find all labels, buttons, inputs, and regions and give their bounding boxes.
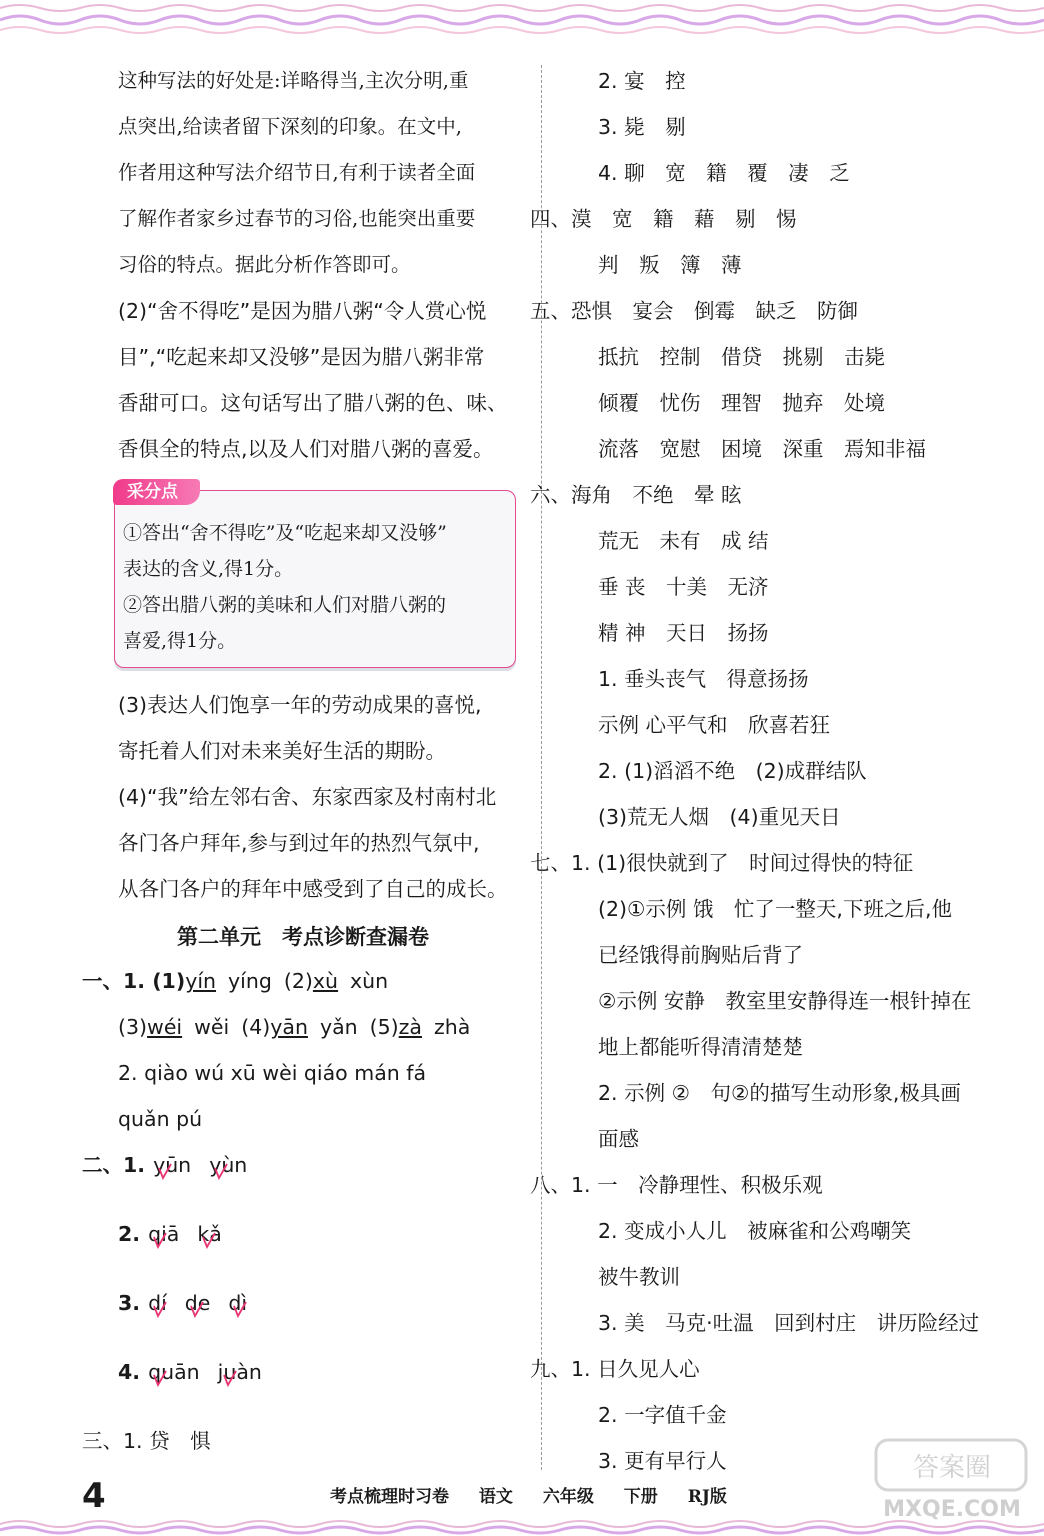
top-wave-border (0, 0, 1044, 40)
answer-line: 被牛教训 (598, 1265, 680, 1289)
answer-line: 四、漠 宽 籍 藉 剔 惕 (530, 207, 797, 231)
answer-line: (3)荒无人烟 (4)重见天日 (598, 805, 841, 829)
footer-info (330, 1482, 745, 1507)
pinyin: yùn (209, 1153, 248, 1177)
sub-number: (2) (283, 969, 313, 993)
answer-line: 面感 (598, 1127, 639, 1151)
pinyin: yíng (228, 969, 272, 993)
text-line: 习俗的特点。据此分析作答即可。 (118, 253, 411, 276)
pinyin: zhà (434, 1015, 471, 1039)
check-mark-icon (189, 1300, 205, 1318)
footer-grade: 六年级 (542, 1487, 594, 1507)
right-column (530, 58, 1006, 1484)
answer-line: 3. 毙 剔 (598, 115, 686, 139)
answer-paragraph-4 (118, 774, 518, 912)
pinyin: yín (185, 969, 217, 993)
text-line: 目”,“吃起来却又没够”是因为腊八粥非常 (118, 345, 485, 369)
pinyin-line: quǎn pú (118, 1107, 203, 1131)
sub-number: (5) (369, 1015, 399, 1039)
pinyin: juàn (217, 1360, 262, 1384)
checked-pinyin (218, 1349, 262, 1395)
check-mark-icon (152, 1369, 168, 1387)
text-line: 从各门各户的拜年中感受到了自己的成长。 (118, 877, 508, 901)
sub-number: (3) (118, 1015, 148, 1039)
pinyin: xùn (350, 969, 389, 993)
check-mark-icon (152, 1300, 168, 1318)
pinyin: yūn (153, 1153, 192, 1177)
question-number: 2. (118, 1222, 141, 1246)
checked-pinyin (209, 1142, 247, 1188)
check-mark-icon (222, 1369, 238, 1387)
pinyin: wéi (147, 1015, 183, 1039)
section-three: 三、1. 贷 惧 (82, 1429, 211, 1453)
question-number: 3. (118, 1291, 141, 1315)
check-mark-icon (157, 1162, 173, 1180)
answer-line: 垂 丧 十美 无济 (598, 575, 769, 599)
answer-line: 4. 聊 宽 籍 覆 凄 乏 (598, 161, 850, 185)
check-mark-icon (213, 1162, 229, 1180)
section-number: 二、 (82, 1153, 123, 1177)
text-line: (4)“我”给左邻右舍、东家西家及村南村北 (118, 785, 497, 809)
section-one (82, 958, 518, 1142)
sub-number: (4) (241, 1015, 271, 1039)
footer-volume: 下册 (623, 1487, 658, 1507)
unit-title: 第二单元 考点诊断查漏卷 (177, 925, 429, 949)
text-line: 各门各户拜年,参与到过年的热烈气氛中, (118, 831, 480, 855)
answer-line: 2. (1)滔滔不绝 (2)成群结队 (598, 759, 867, 783)
text-line: 点突出,给读者留下深刻的印象。在文中, (118, 115, 462, 138)
explanation-paragraph (118, 58, 518, 288)
answer-line: 精 神 天日 扬扬 (598, 621, 769, 645)
watermark-logo (872, 1436, 1032, 1526)
text-line: 这种写法的好处是:详略得当,主次分明,重 (118, 69, 469, 92)
check-pinyin-row (118, 1211, 518, 1280)
question-number: 4. (118, 1360, 141, 1384)
checked-pinyin (228, 1280, 247, 1326)
answer-line: 八、1. 一 冷静理性、积极乐观 (530, 1173, 823, 1197)
pinyin-line: 2. qiào wú xū wèi qiáo mán fá (118, 1061, 427, 1085)
checked-pinyin (153, 1142, 191, 1188)
answer-line: 判 叛 簿 薄 (598, 253, 742, 277)
pinyin: wěi (194, 1015, 230, 1039)
box-line: ①答出“舍不得吃”及“吃起来却又没够” (123, 522, 447, 544)
column-divider (541, 65, 542, 1470)
page-number: 4 (82, 1476, 106, 1516)
check-mark-icon (232, 1300, 248, 1318)
answer-line: 2. 变成小人儿 被麻雀和公鸡嘲笑 (598, 1219, 912, 1243)
footer-subject: 语文 (478, 1487, 513, 1507)
scoring-points-label: 采分点 (113, 479, 200, 505)
checked-pinyin (197, 1211, 221, 1257)
box-line: ②答出腊八粥的美味和人们对腊八粥的 (123, 594, 447, 616)
check-pinyin-row (118, 1349, 518, 1418)
answer-line: 荒无 未有 成 结 (598, 529, 769, 553)
answer-line: 七、1. (1)很快就到了 时间过得快的特征 (530, 851, 914, 875)
answer-line: ②示例 安静 教室里安静得连一根针掉在 (598, 989, 972, 1013)
section-two (82, 1142, 518, 1418)
pinyin-line (118, 1004, 518, 1050)
box-line: 表达的含义,得1分。 (123, 558, 294, 580)
text-line: (3)表达人们饱享一年的劳动成果的喜悦, (118, 693, 482, 717)
pinyin: xù (312, 969, 339, 993)
answer-line: 流落 宽慰 困境 深重 焉知非福 (598, 437, 926, 461)
answer-line: 地上都能听得清清楚楚 (598, 1035, 803, 1059)
check-pinyin-row (118, 1280, 518, 1349)
answer-line: 六、海角 不绝 晕 眩 (530, 483, 742, 507)
footer-edition: RJ版 (687, 1487, 727, 1507)
answer-line: 九、1. 日久见人心 (530, 1357, 700, 1381)
pinyin: quān (148, 1360, 200, 1384)
pinyin: yǎn (319, 1015, 358, 1039)
checked-pinyin (185, 1280, 211, 1326)
left-column (82, 58, 518, 1464)
answer-paragraph-3 (118, 682, 518, 774)
answer-line: 倾覆 忧伤 理智 抛弃 处境 (598, 391, 885, 415)
check-mark-icon (201, 1231, 217, 1249)
pinyin: zà (398, 1015, 422, 1039)
checked-pinyin (148, 1211, 179, 1257)
watermark-text: 答案圈 (912, 1453, 992, 1483)
text-line: 了解作者家乡过春节的习俗,也能突出重要 (118, 207, 476, 230)
answer-line: 1. 垂头丧气 得意扬扬 (598, 667, 809, 691)
pinyin: dí (148, 1291, 167, 1315)
scoring-points-box (114, 482, 516, 668)
answer-line: 已经饿得前胸贴后背了 (598, 943, 803, 967)
pinyin-line (82, 958, 518, 1004)
answer-line: 抵抗 控制 借贷 挑剔 击毙 (598, 345, 885, 369)
answer-line: 3. 更有早行人 (598, 1449, 727, 1473)
answer-line: 五、恐惧 宴会 倒霉 缺乏 防御 (530, 299, 858, 323)
answer-line: 2. 示例 ② 句②的描写生动形象,极具画 (598, 1081, 961, 1105)
checked-pinyin (148, 1349, 200, 1395)
pinyin: kǎ (197, 1222, 222, 1246)
question-number: 1. (123, 1153, 146, 1177)
check-pinyin-row (82, 1142, 518, 1211)
pinyin: de (184, 1291, 211, 1315)
watermark-url: MXQE.COM (883, 1497, 1021, 1522)
answer-line: 2. 一字值千金 (598, 1403, 727, 1427)
question-number: 一、1. (1) (82, 969, 186, 993)
box-line: 喜爱,得1分。 (123, 630, 237, 652)
pinyin: yān (270, 1015, 308, 1039)
answer-line: (2)①示例 饿 忙了一整天,下班之后,他 (598, 897, 952, 921)
text-line: (2)“舍不得吃”是因为腊八粥“令人赏心悦 (118, 299, 487, 323)
answer-line: 3. 美 马克·吐温 回到村庄 讲历险经过 (598, 1311, 980, 1335)
pinyin: dì (228, 1291, 248, 1315)
pinyin: qiā (148, 1222, 180, 1246)
answer-line: 2. 宴 控 (598, 69, 686, 93)
answer-line: 示例 心平气和 欣喜若狂 (598, 713, 831, 737)
text-line: 作者用这种写法介绍节日,有利于读者全面 (118, 161, 476, 184)
checked-pinyin (148, 1280, 167, 1326)
footer-book: 考点梳理时习卷 (330, 1487, 449, 1507)
text-line: 寄托着人们对未来美好生活的期盼。 (118, 739, 446, 763)
text-line: 香甜可口。这句话写出了腊八粥的色、味、 (118, 391, 508, 415)
check-mark-icon (152, 1231, 168, 1249)
text-line: 香俱全的特点,以及人们对腊八粥的喜爱。 (118, 437, 494, 461)
answer-paragraph-2 (118, 288, 518, 472)
